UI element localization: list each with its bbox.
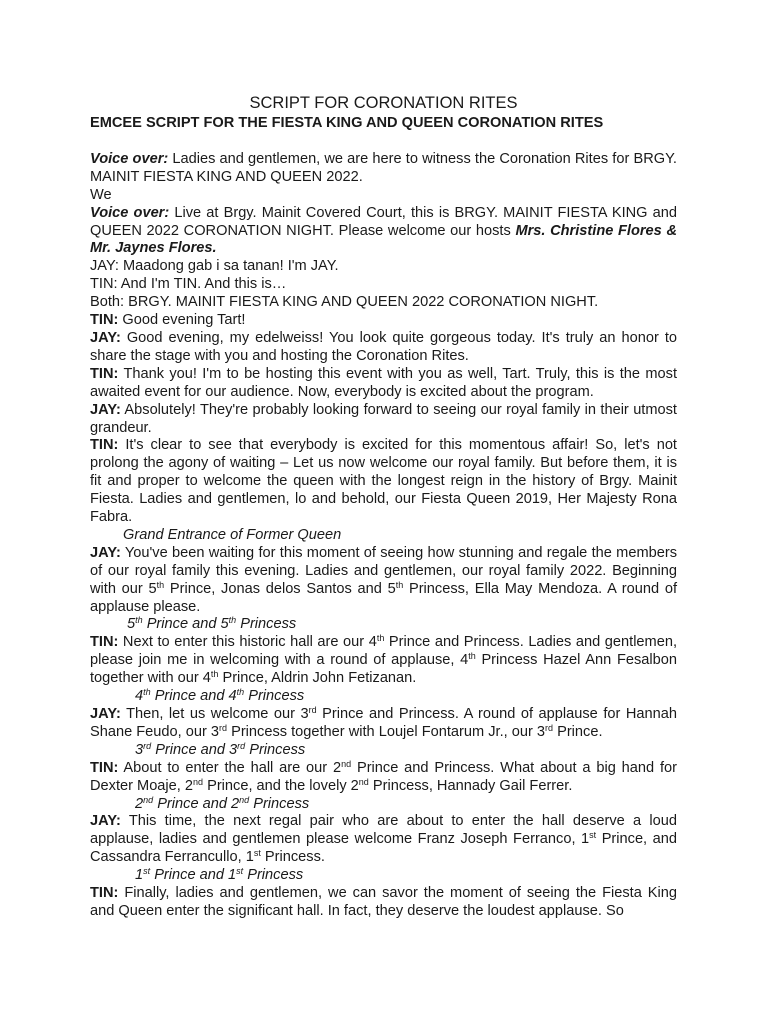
cue-text: 4 [135,688,144,705]
stray-word: We [90,186,112,203]
stage-cue [90,742,677,760]
document-subtitle: EMCEE SCRIPT FOR THE FIESTA KING AND QUEEN CORONATION RITES [90,115,604,131]
stage-cue: Grand Entrance of Former Queen [123,526,342,543]
dialogue-text: Prince and Princess. Ladies and gentlemen, please join me in welcoming with a round of applause, 4 [90,634,677,669]
dialogue-text: Princess Hazel Ann Fesalbon together with our 4 [90,652,677,687]
dialogue-text: Next to enter this historic hall are our 4 [118,634,377,651]
ordinal-suffix: rd [308,705,317,715]
cue-text: Princess [244,688,305,705]
ordinal-suffix: nd [193,776,204,787]
ordinal-suffix: rd [219,722,228,733]
speaker-label: JAY: [90,544,121,561]
speaker-label: JAY: [90,813,121,830]
ordinal-suffix: th [376,633,385,644]
ordinal-suffix: st [589,830,597,841]
dialogue-text: Prince. [553,723,603,740]
dialogue-line [90,437,677,527]
dialogue-line [90,706,677,742]
cue-text: 3 [135,741,144,758]
dialogue-text: You've been waiting for this moment of seeing how stunning and regale the members of our royal family this evening. Ladies and gentlemen, our royal family 2022. Beginning with our 5 [90,544,677,597]
dialogue-text: This time, the next regal pair who are about to enter the hall deserve a loud applause, ladies and gentlemen please welcome Franz Joseph Ferranco, 1 [90,813,677,848]
cue-text: Prince and 4 [150,688,237,705]
dialogue-line [90,330,677,366]
ordinal-suffix: th [210,669,219,680]
dialogue-text: It's clear to see that everybody is excited for this momentous affair! So, let's not prolong the agony of waiting – Let us now welcome our royal family. But before them, it is fit and proper to welcome the queen with the longest reign in the history of Brgy. Mainit Fiesta. Ladies and gentlemen, lo and behold, our Fiesta Queen 2019, Her Majesty Rona Fabra. [90,437,677,526]
ordinal-suffix: rd [237,740,246,751]
dialogue-text: Thank you! I'm to be hosting this event with you as well, Tart. Truly, this is the most awaited event for our audience. Now, everybody is excited about the program. [90,365,677,400]
cue-text: Princess [245,741,306,758]
dialogue-text: Princess. [260,849,325,866]
cue-text: Princess [243,867,304,884]
document-title: SCRIPT FOR CORONATION RITES [249,94,518,112]
stage-cue [90,867,677,885]
dialogue-text: Princess together with Loujel Fontarum Jr., our 3 [227,723,546,740]
speaker-label: JAY: [90,401,121,418]
speaker-label: JAY: [90,706,121,722]
ordinal-suffix: th [228,615,237,626]
document-page [90,93,677,921]
ordinal-suffix: nd [143,794,154,805]
voice-over-paragraph [90,151,677,187]
dialogue-line: JAY: Maadong gab i sa tanan! I'm JAY. [90,258,339,275]
dialogue-text: Finally, ladies and gentlemen, we can savor the moment of seeing the Fiesta King and Queen enter the significant hall. In fact, they deserve the loudest applause. So [90,885,677,919]
stage-cue [90,796,677,814]
speaker-label: JAY: [90,329,121,346]
dialogue-text: Prince, Aldrin John Fetizanan. [218,670,417,687]
speaker-label: Voice over: [90,150,169,167]
dialogue-line [90,634,677,688]
ordinal-suffix: th [468,651,476,662]
ordinal-suffix: rd [143,740,152,751]
dialogue-text: Prince, Jonas delos Santos and 5 [164,580,396,597]
dialogue-text: Live at Brgy. Mainit Covered Court, this is BRGY. MAINIT FIESTA KING and QUEEN 2022 CORONATION NIGHT. Please welcome our hosts [90,204,678,239]
dialogue-line [90,402,677,438]
cue-text: 5 [127,616,136,633]
dialogue-line [90,366,677,402]
speaker-label: TIN: [90,365,119,382]
cue-text: Prince and 1 [150,867,237,884]
cue-text: Prince and 2 [153,795,240,812]
dialogue-text: Ladies and gentlemen, we are here to witness the Coronation Rites for BRGY. MAINIT FIESTA KING AND QUEEN 2022. [90,150,677,185]
cue-text: Prince and 5 [142,616,229,633]
ordinal-suffix: th [236,687,245,698]
ordinal-suffix: st [236,866,244,877]
speaker-label: TIN: [90,312,119,329]
dialogue-line [90,545,677,617]
ordinal-suffix: st [253,848,261,859]
cue-text: Princess [249,795,310,812]
ordinal-suffix: st [143,866,151,877]
cue-text: 1 [135,867,144,884]
dialogue-line [90,813,677,867]
ordinal-suffix: rd [545,722,554,733]
speaker-label: TIN: [90,437,119,454]
dialogue-line: TIN: And I'm TIN. And this is… [90,276,287,293]
stage-cue [90,688,677,706]
dialogue-text: Prince, and the lovely 2 [203,777,359,794]
ordinal-suffix: th [143,687,151,698]
cue-text: 2 [135,795,144,812]
dialogue-text: Prince and Princess. A round of applause for Hannah Shane Feudo, our 3 [90,706,677,740]
dialogue-text: Princess, Hannady Gail Ferrer. [368,777,573,794]
speaker-label: TIN: [90,634,119,651]
ordinal-suffix: th [156,579,165,590]
ordinal-suffix: nd [341,758,352,769]
ordinal-suffix: nd [358,776,369,787]
ordinal-suffix: nd [239,794,250,805]
dialogue-text: Then, let us welcome our 3 [120,706,309,722]
dialogue-line [90,312,677,330]
stage-cue [90,616,677,634]
dialogue-line: Both: BRGY. MAINIT FIESTA KING AND QUEEN 2022 CORONATION NIGHT. [90,294,599,311]
dialogue-text: Prince and Princess. What about a big hand for Dexter Moaje, 2 [90,759,678,794]
dialogue-text: Good evening, my edelweiss! You look quite gorgeous today. It's truly an honor to share the stage with you and hosting the Coronation Rites. [90,329,677,364]
speaker-label: TIN: [90,885,119,902]
dialogue-line [90,760,677,796]
dialogue-text: Prince, and Cassandra Ferrancullo, 1 [90,831,677,866]
ordinal-suffix: th [135,615,143,626]
dialogue-text: Absolutely! They're probably looking forward to seeing our royal family in their utmost grandeur. [90,401,677,436]
voice-over-paragraph [90,205,677,259]
host-names: Mrs. Christine Flores & Mr. Jaynes Flores. [90,222,677,257]
dialogue-text: Good evening Tart! [118,312,246,329]
speaker-label: TIN: [90,759,119,776]
speaker-label: Voice over: [90,204,170,221]
cue-text: Prince and 3 [151,741,238,758]
dialogue-text: About to enter the hall are our 2 [118,759,342,776]
dialogue-line [90,885,677,921]
ordinal-suffix: th [395,579,404,590]
cue-text: Princess [236,616,297,633]
dialogue-text: Princess, Ella May Mendoza. A round of applause please. [90,580,677,615]
